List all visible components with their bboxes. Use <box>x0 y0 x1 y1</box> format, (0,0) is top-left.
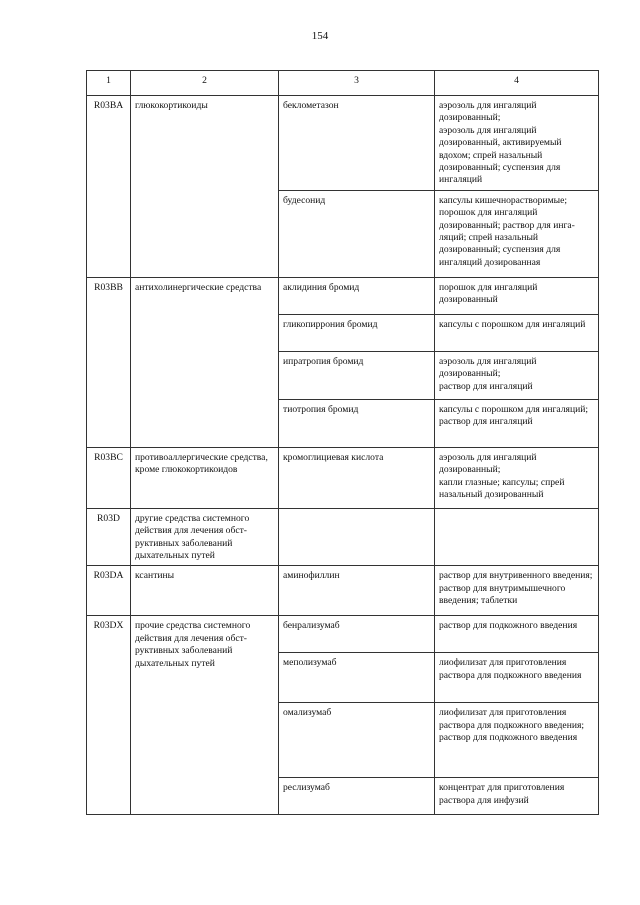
dosage-forms-cell: капсулы с порошком для ингаляций <box>435 314 599 351</box>
dosage-forms-cell: концентрат для приготовления раствора для инфузий <box>435 778 599 815</box>
table-row <box>87 566 599 616</box>
drug-name-cell: тиотропия бромид <box>279 399 435 447</box>
drug-name-cell: аминофиллин <box>279 566 435 616</box>
drug-name-cell: ипратропия бромид <box>279 351 435 399</box>
dosage-forms-cell: аэрозоль для ингаляций дозированный; аэрозоль для ингаляций дозированный, активируемый вдохом; спрей назальный дозированный; суспензия для ингаляций <box>435 96 599 191</box>
dosage-forms-cell <box>435 508 599 566</box>
table-row <box>87 616 599 653</box>
drug-name-cell: меполизумаб <box>279 653 435 703</box>
drug-name-cell: кромоглициевая кислота <box>279 447 435 508</box>
drug-name-cell: гликопиррония бромид <box>279 314 435 351</box>
drug-name-cell <box>279 508 435 566</box>
group-name-cell: глюкокортикоиды <box>131 96 279 278</box>
group-name-cell: прочие средства системного действия для лечения обст-руктивных заболеваний дыхательных путей <box>131 616 279 815</box>
drug-name-cell: аклидиния бромид <box>279 277 435 314</box>
atc-code-cell: R03DX <box>87 616 131 815</box>
column-header: 4 <box>435 71 599 96</box>
dosage-forms-cell: аэрозоль для ингаляций дозированный; раствор для ингаляций <box>435 351 599 399</box>
atc-code-cell: R03DA <box>87 566 131 616</box>
table-row <box>87 508 599 566</box>
group-name-cell: другие средства системного действия для лечения обст-руктивных заболеваний дыхательных путей <box>131 508 279 566</box>
page-number: 154 <box>311 30 329 42</box>
column-header: 3 <box>279 71 435 96</box>
column-header: 1 <box>87 71 131 96</box>
table-row <box>87 277 599 314</box>
drug-name-cell: будесонид <box>279 190 435 277</box>
atc-code-cell: R03BB <box>87 277 131 447</box>
table-row <box>87 96 599 191</box>
dosage-forms-cell: аэрозоль для ингаляций дозированный; капли глазные; капсулы; спрей назальный дозированный <box>435 447 599 508</box>
drug-name-cell: реслизумаб <box>279 778 435 815</box>
drug-name-cell: бенрализумаб <box>279 616 435 653</box>
table-header-row <box>87 71 599 96</box>
table-row <box>87 447 599 508</box>
atc-code-cell: R03BC <box>87 447 131 508</box>
group-name-cell: ксантины <box>131 566 279 616</box>
drug-name-cell: беклометазон <box>279 96 435 191</box>
group-name-cell: противоаллергические средства, кроме глюкокортикоидов <box>131 447 279 508</box>
dosage-forms-cell: раствор для подкожного введения <box>435 616 599 653</box>
dosage-forms-cell: порошок для ингаляций дозированный <box>435 277 599 314</box>
dosage-forms-cell: лиофилизат для приготовления раствора для подкожного введения <box>435 653 599 703</box>
drug-name-cell: омализумаб <box>279 703 435 778</box>
atc-code-cell: R03BA <box>87 96 131 278</box>
group-name-cell: антихолинергические средства <box>131 277 279 447</box>
column-header: 2 <box>131 71 279 96</box>
dosage-forms-cell: раствор для внутривенного введения; раствор для внутримышечного введения; таблетки <box>435 566 599 616</box>
dosage-forms-cell: лиофилизат для приготовления раствора для подкожного введения; раствор для подкожного введения <box>435 703 599 778</box>
dosage-forms-cell: капсулы кишечнорастворимые; порошок для ингаляций дозированный; раствор для инга-ляций; спрей назальный дозированный; суспензия для ингаляций дозированная <box>435 190 599 277</box>
atc-code-cell: R03D <box>87 508 131 566</box>
dosage-forms-cell: капсулы с порошком для ингаляций; раствор для ингаляций <box>435 399 599 447</box>
table-body <box>87 96 599 815</box>
drug-table <box>86 70 599 815</box>
